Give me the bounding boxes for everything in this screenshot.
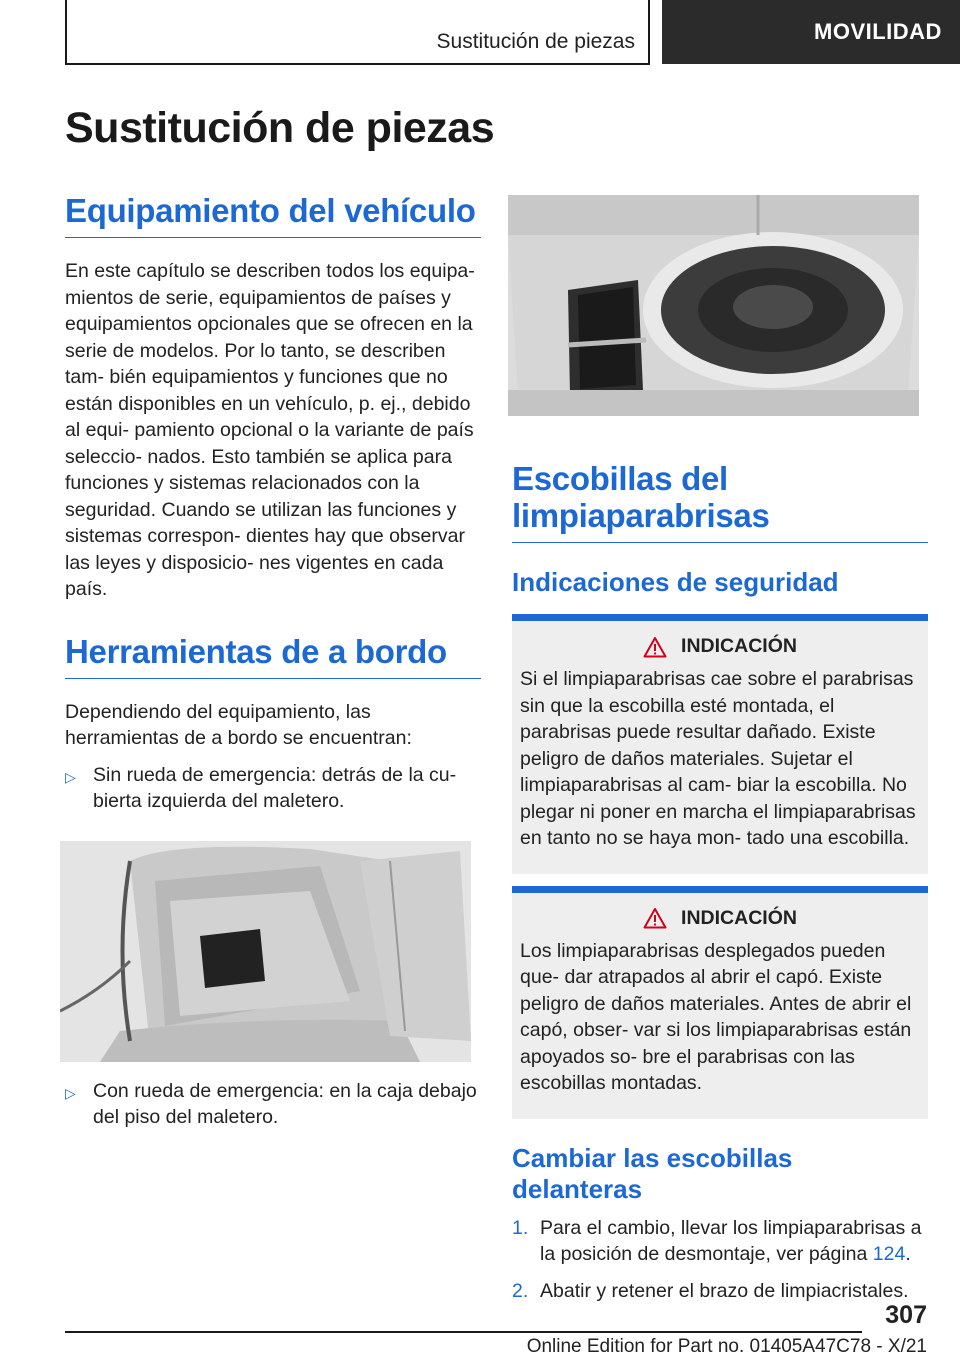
heading-indicaciones-seguridad: Indicaciones de seguridad <box>512 567 839 597</box>
notice-header <box>520 635 920 658</box>
header-left-rule <box>65 0 67 64</box>
page-number: 307 <box>885 1301 927 1329</box>
paragraph-equipamiento: En este capítulo se describen todos los equipa‐ mientos de serie, equipamientos de países y equipamientos opcionales que se ofrecen en la serie de modelos. Por lo tanto, se describen tam‐ bién equipamientos y funciones que no están disponibles en un vehículo, p. ej., debido al equi‐ pamiento opcional o la variante de país seleccio‐ nados. Esto también se aplica para funciones y sistemas relacionados con la seguridad. Cuando se utilizan las funciones y sistemas correspon‐ dientes hay que observar las leyes y disposicio‐ nes vigentes en cada país. <box>65 260 475 600</box>
triangle-right-icon: ▷ <box>65 768 76 785</box>
notice-box-1 <box>512 614 928 874</box>
notice-text: Los limpiaparabrisas desplegados pueden que‐ dar atrapados al abrir el capó. Existe peligro de daños materiales. Antes de abrir el capó, obser‐ var si los limpiaparabrisas están apoyados so‐ bre el parabrisas con las escobillas montadas. <box>520 939 912 1094</box>
spare-wheel-illustration <box>508 195 919 416</box>
notice-text: Si el limpiaparabrisas cae sobre el parabrisas sin que la escobilla esté montada, el parabrisas puede resultar dañado. Existe peligro de daños materiales. Sujetar el limpiaparabrisas al cam‐ biar la escobilla. No plegar ni poner en marcha el limpiaparabrisas en tanto no se haya mon‐ tado una escobilla. <box>520 668 916 849</box>
page-title: Sustitución de piezas <box>65 104 495 152</box>
step-text-end: . <box>905 1243 911 1265</box>
heading-cambiar-escobillas: Cambiar las escobillas delanteras <box>512 1142 793 1204</box>
warning-triangle-icon <box>643 636 667 658</box>
footer-edition: Online Edition for Part no. 01405A47C78 - X/21 <box>526 1336 927 1357</box>
heading-escobillas: Escobillas del limpiaparabrisas <box>512 460 928 543</box>
header-bottom-rule <box>65 63 650 65</box>
notice-title: INDICACIÓN <box>681 906 797 929</box>
footer-rule <box>65 1331 862 1333</box>
trunk-side-cover-photo <box>60 841 471 1062</box>
list-item <box>65 1078 481 1131</box>
trunk-illustration <box>60 841 471 1062</box>
notice-box-2 <box>512 886 928 1119</box>
paragraph-herramientas: Dependiendo del equipamiento, las herramientas de a bordo se encuentran: <box>65 700 412 749</box>
step-text-main: Para el cambio, llevar los limpiaparabrisas a la posición de desmontaje, ver página <box>540 1216 922 1265</box>
header-divider <box>648 0 650 64</box>
right-column <box>512 195 928 1304</box>
header-section-title: Sustitución de piezas <box>436 30 635 53</box>
list-item <box>65 762 481 815</box>
left-column <box>65 192 481 1131</box>
step-text: Abatir y retener el brazo de limpiacristales. <box>540 1279 909 1302</box>
step-text <box>540 1215 928 1268</box>
page-reference-link[interactable]: 124 <box>872 1243 906 1265</box>
triangle-right-icon: ▷ <box>65 1084 76 1101</box>
list-item <box>512 1215 928 1268</box>
heading-herramientas: Herramientas de a bordo <box>65 633 481 679</box>
notice-title: INDICACIÓN <box>681 635 797 657</box>
bullet-text: Sin rueda de emergencia: detrás de la cu‐ bierta izquierda del maletero. <box>93 763 457 812</box>
step-number: 2. <box>512 1279 529 1302</box>
list-item <box>512 1278 928 1305</box>
header-chapter-tab: MOVILIDAD <box>662 0 960 64</box>
spare-wheel-toolbox-photo <box>508 195 919 416</box>
step-number: 1. <box>512 1216 529 1239</box>
warning-triangle-icon <box>643 907 667 929</box>
notice-header <box>520 907 920 930</box>
bullet-text: Con rueda de emergencia: en la caja debajo del piso del maletero. <box>93 1079 477 1128</box>
heading-equipamiento: Equipamiento del vehículo <box>65 192 481 238</box>
